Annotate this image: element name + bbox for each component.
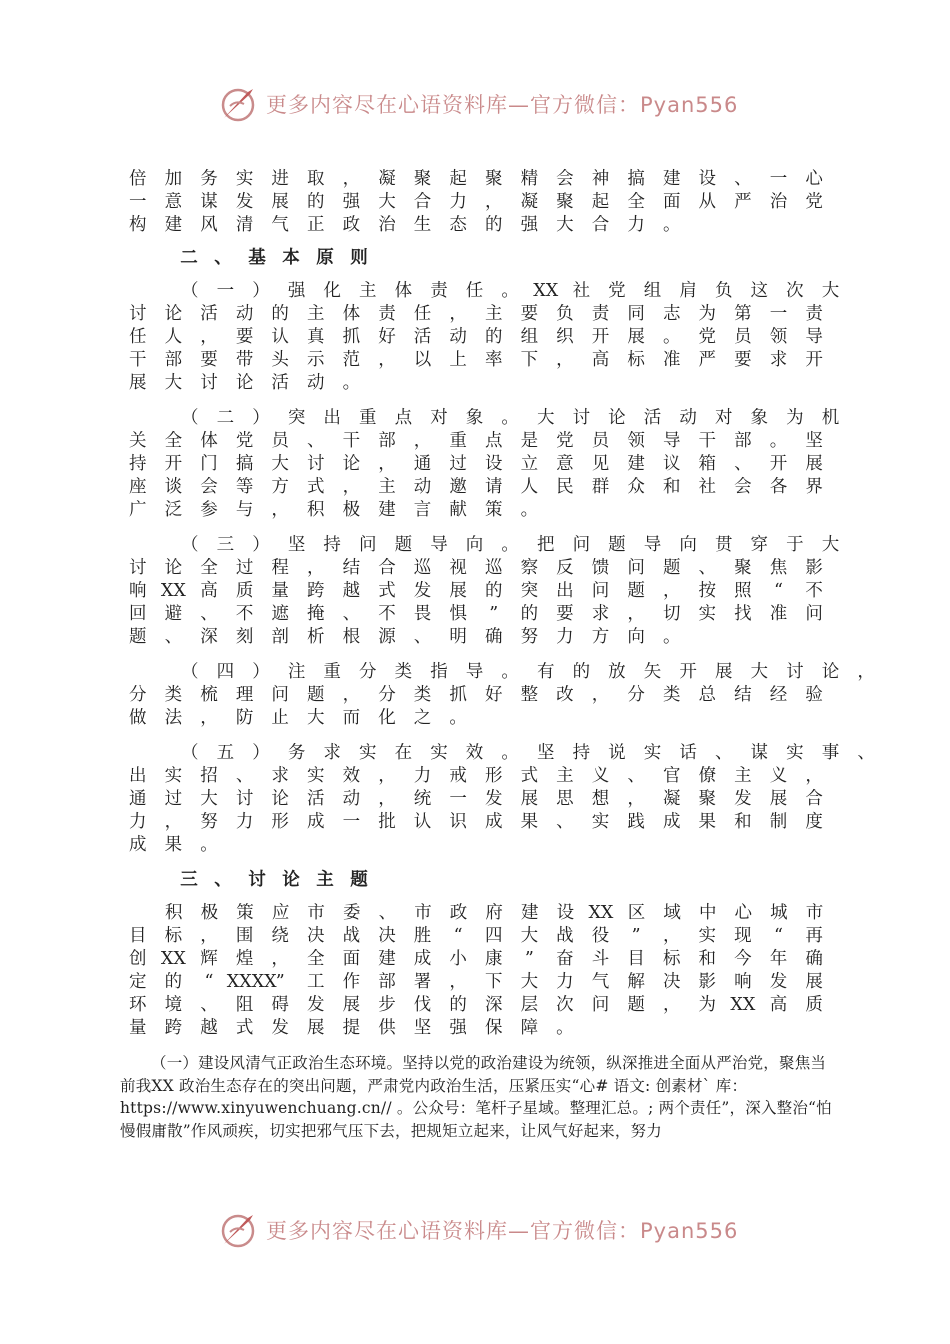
text-line: 力 ， 努 力 形 成 一 批 认 识 成 果 、 实 践 成 果 和 制 度 <box>129 812 823 832</box>
text-line: 题 、 深 刻 剖 析 根 源 、 明 确 努 力 方 向 。 <box>129 627 681 647</box>
text-line: 定 的 “ XXXX” 工 作 部 署 ， 下 大 力 气 解 决 影 响 发 展 <box>129 972 823 992</box>
principle-paragraph <box>120 407 840 522</box>
text-line: 分 类 梳 理 问 题 ， 分 类 抓 好 整 改 ， 分 类 总 结 经 验 <box>129 685 823 705</box>
text-line: 一 意 谋 发 展 的 强 大 合 力 ， 凝 聚 起 全 面 从 严 治 党 <box>129 192 823 212</box>
header-watermark-banner <box>218 82 738 126</box>
text-line: 出 实 招 、 求 实 效 ， 力 戒 形 式 主 义 、 官 僚 主 义 ， <box>129 766 823 786</box>
text-line: 通 过 大 讨 论 活 动 ， 统 一 发 展 思 想 ， 凝 聚 发 展 合 <box>129 789 823 809</box>
principles-section <box>120 280 875 857</box>
brush-logo-icon <box>218 84 258 124</box>
text-line: 干 部 要 带 头 示 范 ， 以 上 率 下 ， 高 标 准 严 要 求 开 <box>129 350 823 370</box>
text-line: 持 开 门 搞 大 讨 论 ， 通 过 设 立 意 见 建 议 箱 、 开 展 <box>129 454 823 474</box>
principle-paragraph <box>120 534 840 649</box>
text-line: 目 标 ， 围 绕 决 战 决 胜 “ 四 大 战 役 ” ， 实 现 “ 再 <box>129 926 823 946</box>
text-line: 展 大 讨 论 活 动 。 <box>129 373 361 393</box>
document-body <box>120 168 875 1142</box>
text-line: 成 果 。 <box>129 835 218 855</box>
text-line: 座 谈 会 等 方 式 ， 主 动 邀 请 人 民 群 众 和 社 会 各 界 <box>129 477 823 497</box>
text-line: 倍 加 务 实 进 取 ， 凝 聚 起 聚 精 会 神 搞 建 设 、 一 心 <box>129 169 823 189</box>
text-line: 回 避 、 不 遮 掩 、 不 畏 惧 ” 的 要 求 ， 切 实 找 准 问 <box>129 604 823 624</box>
text-line: 响 XX 高 质 量 跨 越 式 发 展 的 突 出 问 题 ， 按 照 “ 不 <box>129 581 823 601</box>
text-line: 环 境 、 阻 碍 发 展 步 伐 的 深 层 次 问 题 ， 为 XX 高 质 <box>129 995 823 1015</box>
text-line: 构 建 风 清 气 正 政 治 生 态 的 强 大 合 力 。 <box>129 215 681 235</box>
text-line: 积 极 策 应 市 委 、 市 政 府 建 设 XX 区 域 中 心 城 市 <box>165 903 824 923</box>
text-line: （ 二 ） 突 出 重 点 对 象 。 大 讨 论 活 动 对 象 为 机 <box>181 408 840 428</box>
brush-logo-icon <box>218 1210 258 1250</box>
text-line: 创 XX 辉 煌 ， 全 面 建 成 小 康 ” 奋 斗 目 标 和 今 年 确 <box>129 949 823 969</box>
banner-text: 更多内容尽在心语资料库—官方微信：Pyan556 <box>266 93 739 117</box>
footer-watermark-banner <box>218 1208 738 1252</box>
text-line: 任 人 ， 要 认 真 抓 好 活 动 的 组 织 开 展 。 党 员 领 导 <box>129 327 823 347</box>
text-line: （ 三 ） 坚 持 问 题 导 向 。 把 问 题 导 向 贯 穿 于 大 <box>181 535 840 555</box>
intro-paragraph <box>120 168 832 237</box>
theme-paragraph <box>120 902 832 1040</box>
text-line: 做 法 ， 防 止 大 而 化 之 。 <box>129 708 467 728</box>
closing-paragraph: （一）建设风清气正政治生态环境。坚持以党的政治建设为统领，纵深推进全面从严治党，聚焦当前我XX 政治生态存在的突出问题，严肃党内政治生活，压紧压实“心# 语文: 创素材` 库：https://www.xinyuwenchuang.cn// 。公众号：笔杆子星域。整理汇总。; 两个责任”，深入整治“怕慢假庸散”作风顽疾，切实把邪气压下去，把规矩立起来，让风气好起来，努力 <box>120 1054 832 1140</box>
text-line: 讨 论 活 动 的 主 体 责 任 ， 主 要 负 责 同 志 为 第 一 责 <box>129 304 823 324</box>
principle-paragraph <box>120 661 875 730</box>
text-line: （ 四 ） 注 重 分 类 指 导 。 有 的 放 矢 开 展 大 讨 论 ， <box>181 662 875 682</box>
banner-text: 更多内容尽在心语资料库—官方微信：Pyan556 <box>266 1219 739 1243</box>
text-line: 广 泛 参 与 ， 积 极 建 言 献 策 。 <box>129 500 539 520</box>
text-line: 讨 论 全 过 程 ， 结 合 巡 视 巡 察 反 馈 问 题 、 聚 焦 影 <box>129 558 823 578</box>
section-heading-principles: 二 、 基 本 原 则 <box>180 248 368 268</box>
principle-paragraph <box>120 742 875 857</box>
text-line: （ 五 ） 务 求 实 在 实 效 。 坚 持 说 实 话 、 谋 实 事 、 <box>181 743 875 763</box>
text-line: 关 全 体 党 员 、 干 部 ， 重 点 是 党 员 领 导 干 部 。 坚 <box>129 431 823 451</box>
section-heading-theme: 三 、 讨 论 主 题 <box>180 870 368 890</box>
principle-paragraph <box>120 280 840 395</box>
text-line: （ 一 ） 强 化 主 体 责 任 。 XX 社 党 组 肩 负 这 次 大 <box>181 281 840 301</box>
text-line: 量 跨 越 式 发 展 提 供 坚 强 保 障 。 <box>129 1018 574 1038</box>
